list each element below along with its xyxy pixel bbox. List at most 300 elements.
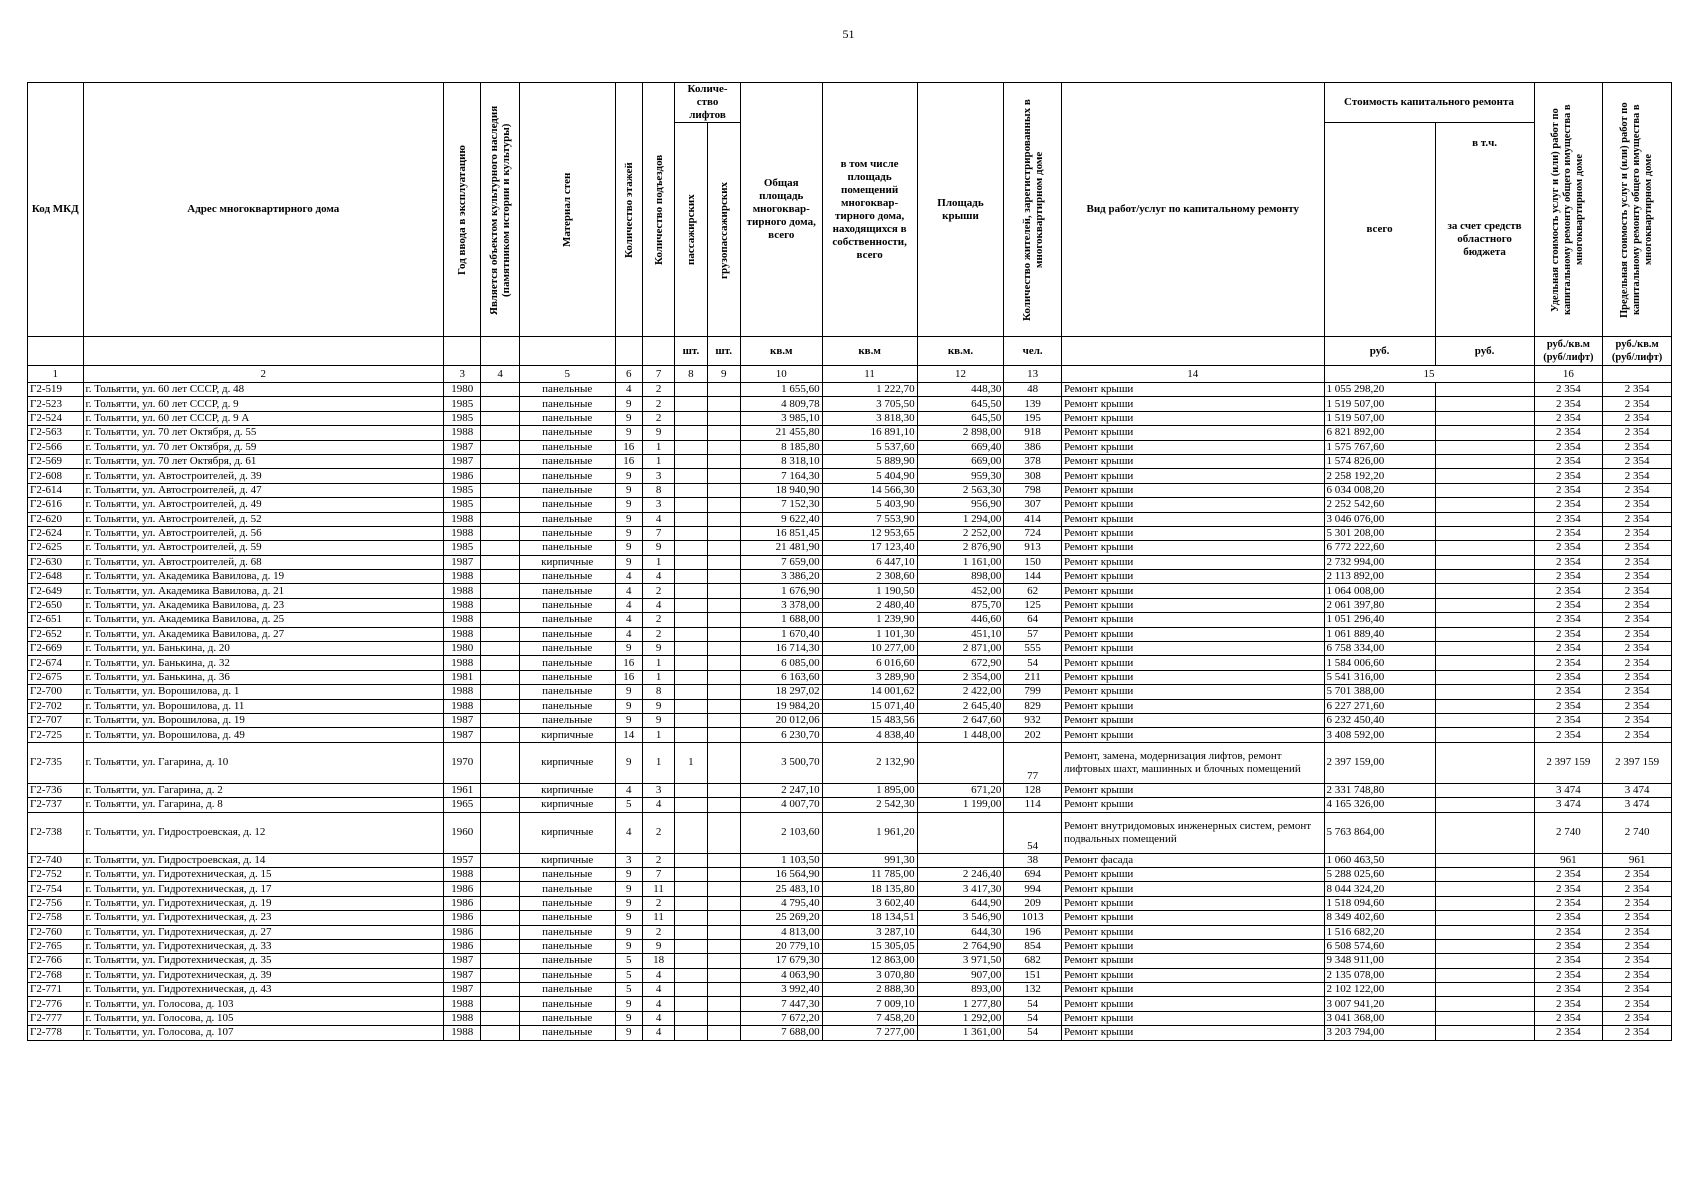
cell-lifts-freight — [707, 882, 740, 896]
cell-year: 1988 — [444, 997, 481, 1011]
cell-owned-area: 1 895,00 — [822, 783, 917, 797]
cell-year: 1988 — [444, 1011, 481, 1025]
table-row — [28, 670, 1672, 684]
cell-owned-area: 1 961,20 — [822, 812, 917, 853]
cell-lifts-freight — [707, 426, 740, 440]
cell-address: г. Тольятти, ул. Голосова, д. 103 — [83, 997, 444, 1011]
cell-owned-area: 5 537,60 — [822, 440, 917, 454]
cell-max-cost: 2 354 — [1603, 613, 1672, 627]
cell-wall-material: панельные — [519, 911, 615, 925]
cell-heritage — [481, 783, 519, 797]
cell-total-area: 1 688,00 — [740, 613, 822, 627]
cell-total-area: 7 447,30 — [740, 997, 822, 1011]
cell-address: г. Тольятти, ул. Гидротехническая, д. 33 — [83, 939, 444, 953]
table-row — [28, 469, 1672, 483]
cell-code: Г2-760 — [28, 925, 84, 939]
cell-code: Г2-620 — [28, 512, 84, 526]
cell-address: г. Тольятти, ул. Банькина, д. 32 — [83, 656, 444, 670]
cell-max-cost: 2 354 — [1603, 1026, 1672, 1040]
cell-total-area: 6 163,60 — [740, 670, 822, 684]
cell-lifts-passenger — [675, 699, 707, 713]
unit-lifts-passenger: шт. — [675, 337, 707, 366]
cell-year: 1987 — [444, 968, 481, 982]
cell-residents: 724 — [1004, 526, 1062, 540]
cell-cost-regional — [1435, 584, 1534, 598]
cell-owned-area: 3 602,40 — [822, 896, 917, 910]
cell-address: г. Тольятти, ул. Автостроителей, д. 52 — [83, 512, 444, 526]
cell-cost-total: 1 060 463,50 — [1324, 853, 1435, 867]
cell-wall-material: панельные — [519, 656, 615, 670]
column-number: 9 — [707, 366, 740, 383]
cell-roof-area: 3 417,30 — [917, 882, 1004, 896]
cell-owned-area: 3 287,10 — [822, 925, 917, 939]
cell-work-type: Ремонт крыши — [1061, 526, 1324, 540]
table-row — [28, 925, 1672, 939]
cell-work-type: Ремонт крыши — [1061, 483, 1324, 497]
cell-year: 1986 — [444, 469, 481, 483]
cell-lifts-freight — [707, 742, 740, 783]
cell-code: Г2-754 — [28, 882, 84, 896]
cell-floors: 16 — [615, 656, 642, 670]
cell-residents: 48 — [1004, 383, 1062, 397]
cell-floors: 9 — [615, 397, 642, 411]
cell-cost-total: 9 348 911,00 — [1324, 954, 1435, 968]
cell-floors: 3 — [615, 853, 642, 867]
cell-wall-material: панельные — [519, 526, 615, 540]
cell-year: 1965 — [444, 798, 481, 812]
cell-year: 1985 — [444, 483, 481, 497]
cell-entrances: 7 — [642, 526, 674, 540]
cell-lifts-passenger: 1 — [675, 742, 707, 783]
cell-total-area: 9 622,40 — [740, 512, 822, 526]
cell-floors: 4 — [615, 570, 642, 584]
cell-lifts-freight — [707, 512, 740, 526]
cell-lifts-freight — [707, 925, 740, 939]
cell-max-cost: 2 354 — [1603, 968, 1672, 982]
cell-entrances: 9 — [642, 541, 674, 555]
cell-unit-cost: 2 354 — [1534, 896, 1603, 910]
cell-total-area: 6 230,70 — [740, 728, 822, 742]
cell-heritage — [481, 498, 519, 512]
cell-cost-total: 3 408 592,00 — [1324, 728, 1435, 742]
cell-entrances: 18 — [642, 954, 674, 968]
header-total-area: Общая площадь многоквар-тирного дома, всего — [740, 83, 822, 337]
header-roof-area: Площадь крыши — [917, 83, 1004, 337]
cell-work-type: Ремонт крыши — [1061, 1011, 1324, 1025]
cell-residents: 414 — [1004, 512, 1062, 526]
header-cost-regional: за счет средств областного бюджета — [1447, 220, 1522, 258]
table-row — [28, 968, 1672, 982]
cell-heritage — [481, 728, 519, 742]
cell-unit-cost: 2 354 — [1534, 483, 1603, 497]
cell-unit-cost: 2 354 — [1534, 440, 1603, 454]
cell-wall-material: панельные — [519, 670, 615, 684]
cell-unit-cost: 2 354 — [1534, 685, 1603, 699]
cell-entrances: 1 — [642, 670, 674, 684]
cell-cost-regional — [1435, 411, 1534, 425]
cell-unit-cost: 3 474 — [1534, 783, 1603, 797]
cell-address: г. Тольятти, ул. Автостроителей, д. 59 — [83, 541, 444, 555]
cell-max-cost: 2 354 — [1603, 882, 1672, 896]
cell-year: 1986 — [444, 896, 481, 910]
cell-entrances: 2 — [642, 896, 674, 910]
unit-lifts-freight: шт. — [707, 337, 740, 366]
cell-lifts-freight — [707, 627, 740, 641]
cell-unit-cost: 2 354 — [1534, 713, 1603, 727]
cell-entrances: 9 — [642, 713, 674, 727]
cell-floors: 9 — [615, 642, 642, 656]
cell-total-area: 7 672,20 — [740, 1011, 822, 1025]
cell-lifts-passenger — [675, 685, 707, 699]
cell-cost-total: 8 349 402,60 — [1324, 911, 1435, 925]
cell-wall-material: панельные — [519, 397, 615, 411]
cell-total-area: 21 481,90 — [740, 541, 822, 555]
cell-work-type: Ремонт крыши — [1061, 411, 1324, 425]
cell-heritage — [481, 1011, 519, 1025]
cell-residents: 913 — [1004, 541, 1062, 555]
header-work-type: Вид работ/услуг по капитальному ремонту — [1061, 83, 1324, 337]
cell-lifts-freight — [707, 541, 740, 555]
cell-entrances: 2 — [642, 853, 674, 867]
header-lifts-freight: грузопассажирских — [717, 180, 730, 279]
unit-empty — [1061, 337, 1324, 366]
cell-lifts-passenger — [675, 939, 707, 953]
cell-owned-area: 14 566,30 — [822, 483, 917, 497]
cell-unit-cost: 2 354 — [1534, 954, 1603, 968]
cell-cost-total: 3 046 076,00 — [1324, 512, 1435, 526]
cell-lifts-freight — [707, 613, 740, 627]
cell-heritage — [481, 939, 519, 953]
table-row — [28, 397, 1672, 411]
header-cost-breakdown — [1435, 123, 1534, 337]
cell-roof-area: 2 422,00 — [917, 685, 1004, 699]
cell-unit-cost: 2 354 — [1534, 911, 1603, 925]
cell-total-area: 18 297,02 — [740, 685, 822, 699]
header-max-cost-cell — [1603, 83, 1672, 337]
cell-total-area: 21 455,80 — [740, 426, 822, 440]
cell-year: 1987 — [444, 555, 481, 569]
cell-owned-area: 3 070,80 — [822, 968, 917, 982]
header-cost-incl: в т.ч. — [1472, 137, 1498, 149]
cell-year: 1981 — [444, 670, 481, 684]
cell-entrances: 2 — [642, 613, 674, 627]
cell-lifts-freight — [707, 383, 740, 397]
cell-code: Г2-519 — [28, 383, 84, 397]
cell-heritage — [481, 469, 519, 483]
cell-cost-regional — [1435, 925, 1534, 939]
cell-total-area: 25 483,10 — [740, 882, 822, 896]
cell-code: Г2-625 — [28, 541, 84, 555]
cell-total-area: 16 714,30 — [740, 642, 822, 656]
column-number: 5 — [519, 366, 615, 383]
cell-heritage — [481, 526, 519, 540]
cell-residents: 202 — [1004, 728, 1062, 742]
cell-owned-area: 2 132,90 — [822, 742, 917, 783]
cell-lifts-passenger — [675, 642, 707, 656]
cell-address: г. Тольятти, ул. Банькина, д. 36 — [83, 670, 444, 684]
cell-owned-area: 2 888,30 — [822, 983, 917, 997]
cell-heritage — [481, 598, 519, 612]
header-residents: Количество жителей, зарегистрированных в многоквартирном доме — [1020, 98, 1045, 321]
cell-total-area: 4 813,00 — [740, 925, 822, 939]
cell-roof-area: 959,30 — [917, 469, 1004, 483]
cell-unit-cost: 2 354 — [1534, 983, 1603, 997]
cell-work-type: Ремонт крыши — [1061, 584, 1324, 598]
cell-code: Г2-566 — [28, 440, 84, 454]
header-floors-cell — [615, 83, 642, 337]
cell-residents: 195 — [1004, 411, 1062, 425]
cell-address: г. Тольятти, ул. Гидротехническая, д. 15 — [83, 867, 444, 881]
cell-code: Г2-752 — [28, 867, 84, 881]
table-row — [28, 911, 1672, 925]
header-lifts-passenger-cell — [675, 123, 707, 337]
cell-residents: 211 — [1004, 670, 1062, 684]
cell-owned-area: 7 277,00 — [822, 1026, 917, 1040]
cell-address: г. Тольятти, ул. Ворошилова, д. 11 — [83, 699, 444, 713]
cell-year: 1986 — [444, 882, 481, 896]
header-unit-cost: Удельная стоимость услуг и (или) работ по капитальному ремонту общего имущества в многоквартирном доме — [1550, 104, 1586, 315]
cell-floors: 16 — [615, 454, 642, 468]
cell-code: Г2-700 — [28, 685, 84, 699]
cell-code: Г2-771 — [28, 983, 84, 997]
cell-residents: 54 — [1004, 997, 1062, 1011]
cell-total-area: 6 085,00 — [740, 656, 822, 670]
cell-lifts-passenger — [675, 411, 707, 425]
table-row — [28, 1026, 1672, 1040]
cell-residents: 918 — [1004, 426, 1062, 440]
cell-roof-area: 644,90 — [917, 896, 1004, 910]
cell-floors: 9 — [615, 742, 642, 783]
cell-code: Г2-758 — [28, 911, 84, 925]
cell-wall-material: панельные — [519, 882, 615, 896]
header-year-cell — [444, 83, 481, 337]
table-row — [28, 685, 1672, 699]
cell-floors: 16 — [615, 440, 642, 454]
cell-owned-area: 7 458,20 — [822, 1011, 917, 1025]
cell-total-area: 1 655,60 — [740, 383, 822, 397]
cell-max-cost: 2 354 — [1603, 627, 1672, 641]
cell-heritage — [481, 685, 519, 699]
cell-unit-cost: 2 354 — [1534, 383, 1603, 397]
cell-wall-material: панельные — [519, 454, 615, 468]
cell-cost-total: 3 007 941,20 — [1324, 997, 1435, 1011]
cell-max-cost: 2 354 — [1603, 699, 1672, 713]
cell-owned-area: 18 135,80 — [822, 882, 917, 896]
cell-address: г. Тольятти, ул. 60 лет СССР, д. 48 — [83, 383, 444, 397]
cell-cost-total: 2 397 159,00 — [1324, 742, 1435, 783]
cell-entrances: 2 — [642, 383, 674, 397]
table-row — [28, 642, 1672, 656]
cell-cost-total: 8 044 324,20 — [1324, 882, 1435, 896]
table-row — [28, 512, 1672, 526]
cell-residents: 829 — [1004, 699, 1062, 713]
cell-unit-cost: 3 474 — [1534, 798, 1603, 812]
cell-cost-total: 5 301 208,00 — [1324, 526, 1435, 540]
cell-code: Г2-735 — [28, 742, 84, 783]
cell-lifts-freight — [707, 670, 740, 684]
cell-owned-area: 10 277,00 — [822, 642, 917, 656]
cell-roof-area: 893,00 — [917, 983, 1004, 997]
cell-unit-cost: 2 354 — [1534, 997, 1603, 1011]
cell-residents: 128 — [1004, 783, 1062, 797]
cell-total-area: 25 269,20 — [740, 911, 822, 925]
cell-heritage — [481, 867, 519, 881]
header-wall-material: Материал стен — [561, 172, 574, 247]
cell-heritage — [481, 699, 519, 713]
cell-roof-area — [917, 853, 1004, 867]
cell-heritage — [481, 627, 519, 641]
cell-lifts-freight — [707, 483, 740, 497]
cell-heritage — [481, 426, 519, 440]
table-row — [28, 454, 1672, 468]
cell-code: Г2-740 — [28, 853, 84, 867]
cell-year: 1988 — [444, 570, 481, 584]
cell-year: 1987 — [444, 440, 481, 454]
cell-unit-cost: 2 354 — [1534, 426, 1603, 440]
cell-code: Г2-608 — [28, 469, 84, 483]
cell-floors: 9 — [615, 925, 642, 939]
unit-empty — [519, 337, 615, 366]
cell-floors: 9 — [615, 426, 642, 440]
table-row — [28, 867, 1672, 881]
cell-heritage — [481, 483, 519, 497]
cell-heritage — [481, 882, 519, 896]
cell-lifts-freight — [707, 699, 740, 713]
cell-owned-area: 6 447,10 — [822, 555, 917, 569]
cell-floors: 4 — [615, 783, 642, 797]
cell-residents: 378 — [1004, 454, 1062, 468]
cell-code: Г2-616 — [28, 498, 84, 512]
cell-residents: 139 — [1004, 397, 1062, 411]
cell-lifts-passenger — [675, 812, 707, 853]
cell-lifts-freight — [707, 555, 740, 569]
cell-wall-material: кирпичные — [519, 742, 615, 783]
cell-code: Г2-523 — [28, 397, 84, 411]
cell-residents: 682 — [1004, 954, 1062, 968]
header-wall-material-cell — [519, 83, 615, 337]
table-row — [28, 983, 1672, 997]
cell-max-cost: 2 354 — [1603, 983, 1672, 997]
cell-address: г. Тольятти, ул. Гидростроевская, д. 14 — [83, 853, 444, 867]
cell-wall-material: панельные — [519, 1026, 615, 1040]
cell-total-area: 8 185,80 — [740, 440, 822, 454]
cell-address: г. Тольятти, ул. Гидротехническая, д. 35 — [83, 954, 444, 968]
cell-heritage — [481, 411, 519, 425]
cell-roof-area: 2 645,40 — [917, 699, 1004, 713]
cell-work-type: Ремонт крыши — [1061, 440, 1324, 454]
cell-year: 1987 — [444, 954, 481, 968]
cell-floors: 9 — [615, 541, 642, 555]
cell-entrances: 4 — [642, 570, 674, 584]
cell-address: г. Тольятти, ул. Гидротехническая, д. 19 — [83, 896, 444, 910]
cell-code: Г2-778 — [28, 1026, 84, 1040]
cell-unit-cost: 2 354 — [1534, 699, 1603, 713]
cell-residents: 77 — [1004, 742, 1062, 783]
cell-cost-total: 5 288 025,60 — [1324, 867, 1435, 881]
cell-work-type: Ремонт крыши — [1061, 954, 1324, 968]
unit-residents: чел. — [1004, 337, 1062, 366]
cell-lifts-freight — [707, 1026, 740, 1040]
cell-cost-total: 3 203 794,00 — [1324, 1026, 1435, 1040]
cell-entrances: 2 — [642, 812, 674, 853]
cell-wall-material: панельные — [519, 512, 615, 526]
cell-heritage — [481, 896, 519, 910]
table-row — [28, 584, 1672, 598]
cell-unit-cost: 2 354 — [1534, 469, 1603, 483]
cell-lifts-freight — [707, 939, 740, 953]
cell-wall-material: панельные — [519, 896, 615, 910]
cell-floors: 9 — [615, 469, 642, 483]
cell-work-type: Ремонт крыши — [1061, 882, 1324, 896]
cell-roof-area: 669,40 — [917, 440, 1004, 454]
cell-wall-material: панельные — [519, 685, 615, 699]
cell-residents: 1013 — [1004, 911, 1062, 925]
cell-max-cost: 2 354 — [1603, 598, 1672, 612]
cell-roof-area: 1 292,00 — [917, 1011, 1004, 1025]
cell-address: г. Тольятти, ул. Ворошилова, д. 19 — [83, 713, 444, 727]
cell-cost-regional — [1435, 783, 1534, 797]
cell-max-cost: 2 354 — [1603, 469, 1672, 483]
cell-cost-regional — [1435, 685, 1534, 699]
cell-work-type: Ремонт крыши — [1061, 939, 1324, 953]
cell-cost-total: 6 772 222,60 — [1324, 541, 1435, 555]
cell-entrances: 7 — [642, 867, 674, 881]
cell-address: г. Тольятти, ул. Автостроителей, д. 49 — [83, 498, 444, 512]
unit-empty — [615, 337, 642, 366]
cell-heritage — [481, 742, 519, 783]
header-cost-total: всего — [1324, 123, 1435, 337]
cell-owned-area: 16 891,10 — [822, 426, 917, 440]
cell-owned-area: 5 889,90 — [822, 454, 917, 468]
cell-wall-material: панельные — [519, 541, 615, 555]
cell-cost-total: 2 252 542,60 — [1324, 498, 1435, 512]
cell-cost-total: 2 732 994,00 — [1324, 555, 1435, 569]
table-row — [28, 411, 1672, 425]
column-number: 1 — [28, 366, 84, 383]
cell-owned-area: 18 134,51 — [822, 911, 917, 925]
table-row — [28, 812, 1672, 853]
cell-heritage — [481, 968, 519, 982]
table-row — [28, 728, 1672, 742]
cell-residents: 799 — [1004, 685, 1062, 699]
cell-owned-area: 5 404,90 — [822, 469, 917, 483]
cell-heritage — [481, 512, 519, 526]
cell-year: 1988 — [444, 426, 481, 440]
cell-address: г. Тольятти, ул. 70 лет Октября, д. 59 — [83, 440, 444, 454]
cell-cost-total: 1 584 006,60 — [1324, 656, 1435, 670]
cell-cost-regional — [1435, 939, 1534, 953]
cell-total-area: 3 378,00 — [740, 598, 822, 612]
cell-roof-area: 2 871,00 — [917, 642, 1004, 656]
cell-work-type: Ремонт фасада — [1061, 853, 1324, 867]
cell-total-area: 17 679,30 — [740, 954, 822, 968]
cell-work-type: Ремонт крыши — [1061, 512, 1324, 526]
cell-owned-area: 2 542,30 — [822, 798, 917, 812]
cell-wall-material: панельные — [519, 613, 615, 627]
cell-cost-total: 6 232 450,40 — [1324, 713, 1435, 727]
cell-lifts-freight — [707, 440, 740, 454]
cell-residents: 64 — [1004, 613, 1062, 627]
cell-lifts-passenger — [675, 896, 707, 910]
cell-roof-area: 452,00 — [917, 584, 1004, 598]
cell-entrances: 1 — [642, 728, 674, 742]
cell-heritage — [481, 983, 519, 997]
cell-address: г. Тольятти, ул. Гагарина, д. 8 — [83, 798, 444, 812]
cell-code: Г2-524 — [28, 411, 84, 425]
cell-work-type: Ремонт крыши — [1061, 426, 1324, 440]
cell-total-area: 8 318,10 — [740, 454, 822, 468]
header-code: Код МКД — [28, 83, 84, 337]
